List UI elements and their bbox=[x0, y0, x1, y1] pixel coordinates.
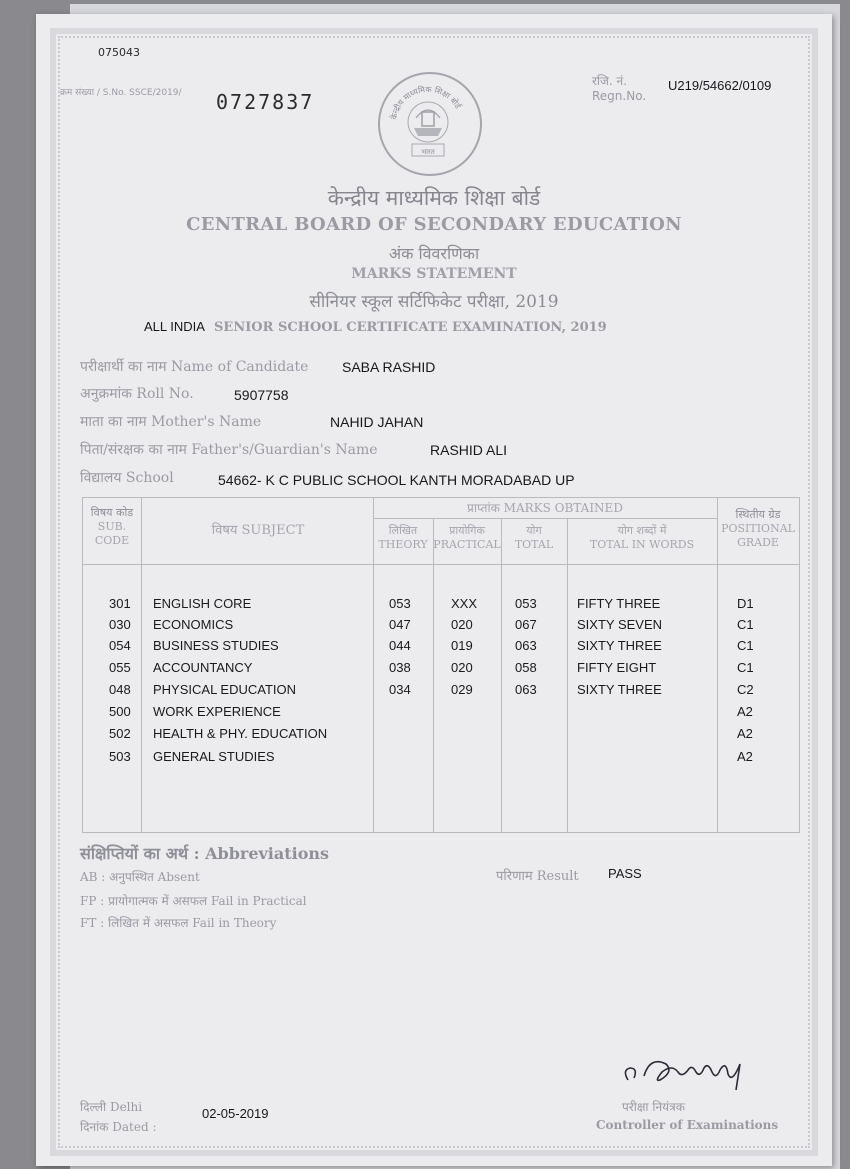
statement-title-hindi: अंक विवरणिका bbox=[388, 244, 480, 263]
school-name: 54662- K C PUBLIC SCHOOL KANTH MORADABAD UP bbox=[218, 472, 575, 488]
header-subject: विषय SUBJECT bbox=[211, 523, 305, 538]
total-marks: 058 bbox=[515, 660, 537, 675]
subject-name: GENERAL STUDIES bbox=[153, 749, 275, 764]
mother-name: NAHID JAHAN bbox=[330, 414, 424, 430]
abbreviations-title: संक्षिप्तियों का अर्थ : Abbreviations bbox=[80, 844, 330, 863]
sub-code: 055 bbox=[109, 660, 131, 675]
abbr-fail-theory: FT : लिखित में असफल Fail in Theory bbox=[80, 916, 277, 930]
total-in-words: SIXTY THREE bbox=[577, 682, 662, 697]
serial-side-note: क्रम संख्या / S.No. SSCE/2019/ bbox=[60, 88, 182, 98]
marks-statement-document bbox=[36, 14, 832, 1166]
header-practical-hi: प्रायोगिक bbox=[449, 524, 485, 537]
serial-number: 0727837 bbox=[216, 90, 315, 114]
place-label: दिल्ली Delhi bbox=[80, 1100, 143, 1114]
header-positional-grade bbox=[717, 508, 799, 550]
seal-text: केन्द्रीय माध्यमिक शिक्षा बोर्ड bbox=[389, 84, 463, 121]
header-sub-code-hi: विषय कोड bbox=[90, 506, 134, 519]
header-theory-hi: लिखित bbox=[388, 524, 418, 537]
dated-label: दिनांक Dated : bbox=[80, 1120, 157, 1134]
theory-marks: 034 bbox=[389, 682, 411, 697]
positional-grade: D1 bbox=[737, 596, 754, 611]
header-total-en: TOTAL bbox=[514, 538, 554, 551]
total-in-words: SIXTY THREE bbox=[577, 638, 662, 653]
abbr-absent: AB : अनुपस्थित Absent bbox=[80, 870, 200, 884]
exam-title-english: SENIOR SCHOOL CERTIFICATE EXAMINATION, 2019 bbox=[214, 320, 607, 335]
practical-marks: XXX bbox=[451, 596, 478, 611]
header-practical bbox=[433, 524, 501, 552]
total-marks: 063 bbox=[515, 638, 537, 653]
roll-number-label: अनुक्रमांक Roll No. bbox=[80, 386, 194, 402]
abbr-fail-practical: FP : प्रायोगात्मक में असफल Fail in Practical bbox=[80, 894, 307, 908]
regn-label-hi: रजि. नं. bbox=[592, 74, 628, 88]
sub-code: 502 bbox=[109, 726, 131, 741]
header-practical-en: PRACTICAL bbox=[433, 538, 501, 551]
table-row bbox=[83, 660, 799, 680]
total-marks: 053 bbox=[515, 596, 537, 611]
header-marks-obtained: प्राप्तांक MARKS OBTAINED bbox=[467, 501, 623, 515]
header-words-hi: योग शब्दों में bbox=[617, 524, 667, 537]
sub-code: 500 bbox=[109, 704, 131, 719]
subject-name: ECONOMICS bbox=[153, 617, 234, 632]
father-name: RASHID ALI bbox=[430, 442, 508, 458]
roll-number: 5907758 bbox=[234, 387, 289, 403]
positional-grade: C2 bbox=[737, 682, 754, 697]
practical-marks: 029 bbox=[451, 682, 473, 697]
exam-title-line bbox=[144, 316, 607, 335]
sub-code: 048 bbox=[109, 682, 131, 697]
result-value: PASS bbox=[608, 866, 642, 881]
school-label: विद्यालय School bbox=[80, 470, 174, 486]
total-in-words: FIFTY THREE bbox=[577, 596, 661, 611]
positional-grade: C1 bbox=[737, 638, 754, 653]
total-in-words: SIXTY SEVEN bbox=[577, 617, 663, 632]
total-marks: 063 bbox=[515, 682, 537, 697]
table-row bbox=[83, 682, 799, 702]
total-in-words: FIFTY EIGHT bbox=[577, 660, 657, 675]
header-theory bbox=[373, 524, 433, 552]
sub-code: 301 bbox=[109, 596, 131, 611]
marks-table bbox=[82, 497, 800, 833]
positional-grade: A2 bbox=[737, 726, 753, 741]
exam-title-hindi: सीनियर स्कूल सर्टिफिकेट परीक्षा, 2019 bbox=[309, 292, 559, 312]
header-sub-code-en1: SUB. bbox=[97, 520, 127, 533]
board-name-hindi: केन्द्रीय माध्यमिक शिक्षा बोर्ड bbox=[327, 186, 541, 210]
table-row bbox=[83, 704, 799, 724]
father-name-label: पिता/संरक्षक का नाम Father's/Guardian's Name bbox=[80, 442, 378, 458]
seal-bottom-text: भारत bbox=[421, 148, 435, 156]
subject-name: ACCOUNTANCY bbox=[153, 660, 253, 675]
theory-marks: 047 bbox=[389, 617, 411, 632]
table-row bbox=[83, 749, 799, 769]
subject-name: PHYSICAL EDUCATION bbox=[153, 682, 297, 697]
practical-marks: 020 bbox=[451, 617, 473, 632]
header-total-hi: योग bbox=[526, 524, 542, 537]
cbse-seal-logo bbox=[378, 72, 482, 176]
board-name-english: CENTRAL BOARD OF SECONDARY EDUCATION bbox=[186, 214, 682, 235]
mother-name-label: माता का नाम Mother's Name bbox=[80, 414, 262, 430]
positional-grade: C1 bbox=[737, 660, 754, 675]
candidate-name: SABA RASHID bbox=[342, 359, 436, 375]
positional-grade: C1 bbox=[737, 617, 754, 632]
controller-signature bbox=[616, 1042, 766, 1092]
controller-title-english: Controller of Examinations bbox=[596, 1118, 779, 1132]
table-row bbox=[83, 617, 799, 637]
header-total bbox=[501, 524, 567, 552]
regn-label bbox=[592, 74, 646, 104]
theory-marks: 053 bbox=[389, 596, 411, 611]
header-total-in-words bbox=[567, 524, 717, 552]
sub-code: 030 bbox=[109, 617, 131, 632]
header-words-en: TOTAL IN WORDS bbox=[589, 538, 695, 551]
header-sub-code-en2: CODE bbox=[94, 534, 130, 547]
table-row bbox=[83, 726, 799, 746]
regn-number: U219/54662/0109 bbox=[668, 78, 772, 93]
header-theory-en: THEORY bbox=[378, 538, 428, 551]
regn-label-en: Regn.No. bbox=[592, 89, 647, 103]
candidate-name-label: परीक्षार्थी का नाम Name of Candidate bbox=[80, 359, 309, 375]
subject-name: ENGLISH CORE bbox=[153, 596, 252, 611]
table-row bbox=[83, 596, 799, 616]
practical-marks: 019 bbox=[451, 638, 473, 653]
exam-prefix: ALL INDIA bbox=[144, 319, 205, 334]
header-sub-code bbox=[85, 506, 139, 548]
sub-code: 054 bbox=[109, 638, 131, 653]
table-row bbox=[83, 638, 799, 658]
practical-marks: 020 bbox=[451, 660, 473, 675]
theory-marks: 038 bbox=[389, 660, 411, 675]
statement-title-english: MARKS STATEMENT bbox=[351, 266, 517, 282]
header-grade-en1: POSITIONAL bbox=[721, 522, 795, 535]
seal-emblem-icon bbox=[378, 72, 478, 172]
controller-title-hindi: परीक्षा नियंत्रक bbox=[622, 1100, 685, 1114]
theory-marks: 044 bbox=[389, 638, 411, 653]
subject-name: HEALTH & PHY. EDUCATION bbox=[153, 726, 328, 741]
subject-name: WORK EXPERIENCE bbox=[153, 704, 281, 719]
header-grade-en2: GRADE bbox=[737, 536, 779, 549]
positional-grade: A2 bbox=[737, 749, 753, 764]
top-code: 075043 bbox=[98, 46, 140, 59]
positional-grade: A2 bbox=[737, 704, 753, 719]
sub-code: 503 bbox=[109, 749, 131, 764]
issue-date: 02-05-2019 bbox=[202, 1106, 269, 1121]
subject-name: BUSINESS STUDIES bbox=[153, 638, 279, 653]
header-grade-hi: स्थितीय ग्रेड bbox=[735, 508, 781, 521]
total-marks: 067 bbox=[515, 617, 537, 632]
result-label: परिणाम Result bbox=[496, 869, 579, 884]
